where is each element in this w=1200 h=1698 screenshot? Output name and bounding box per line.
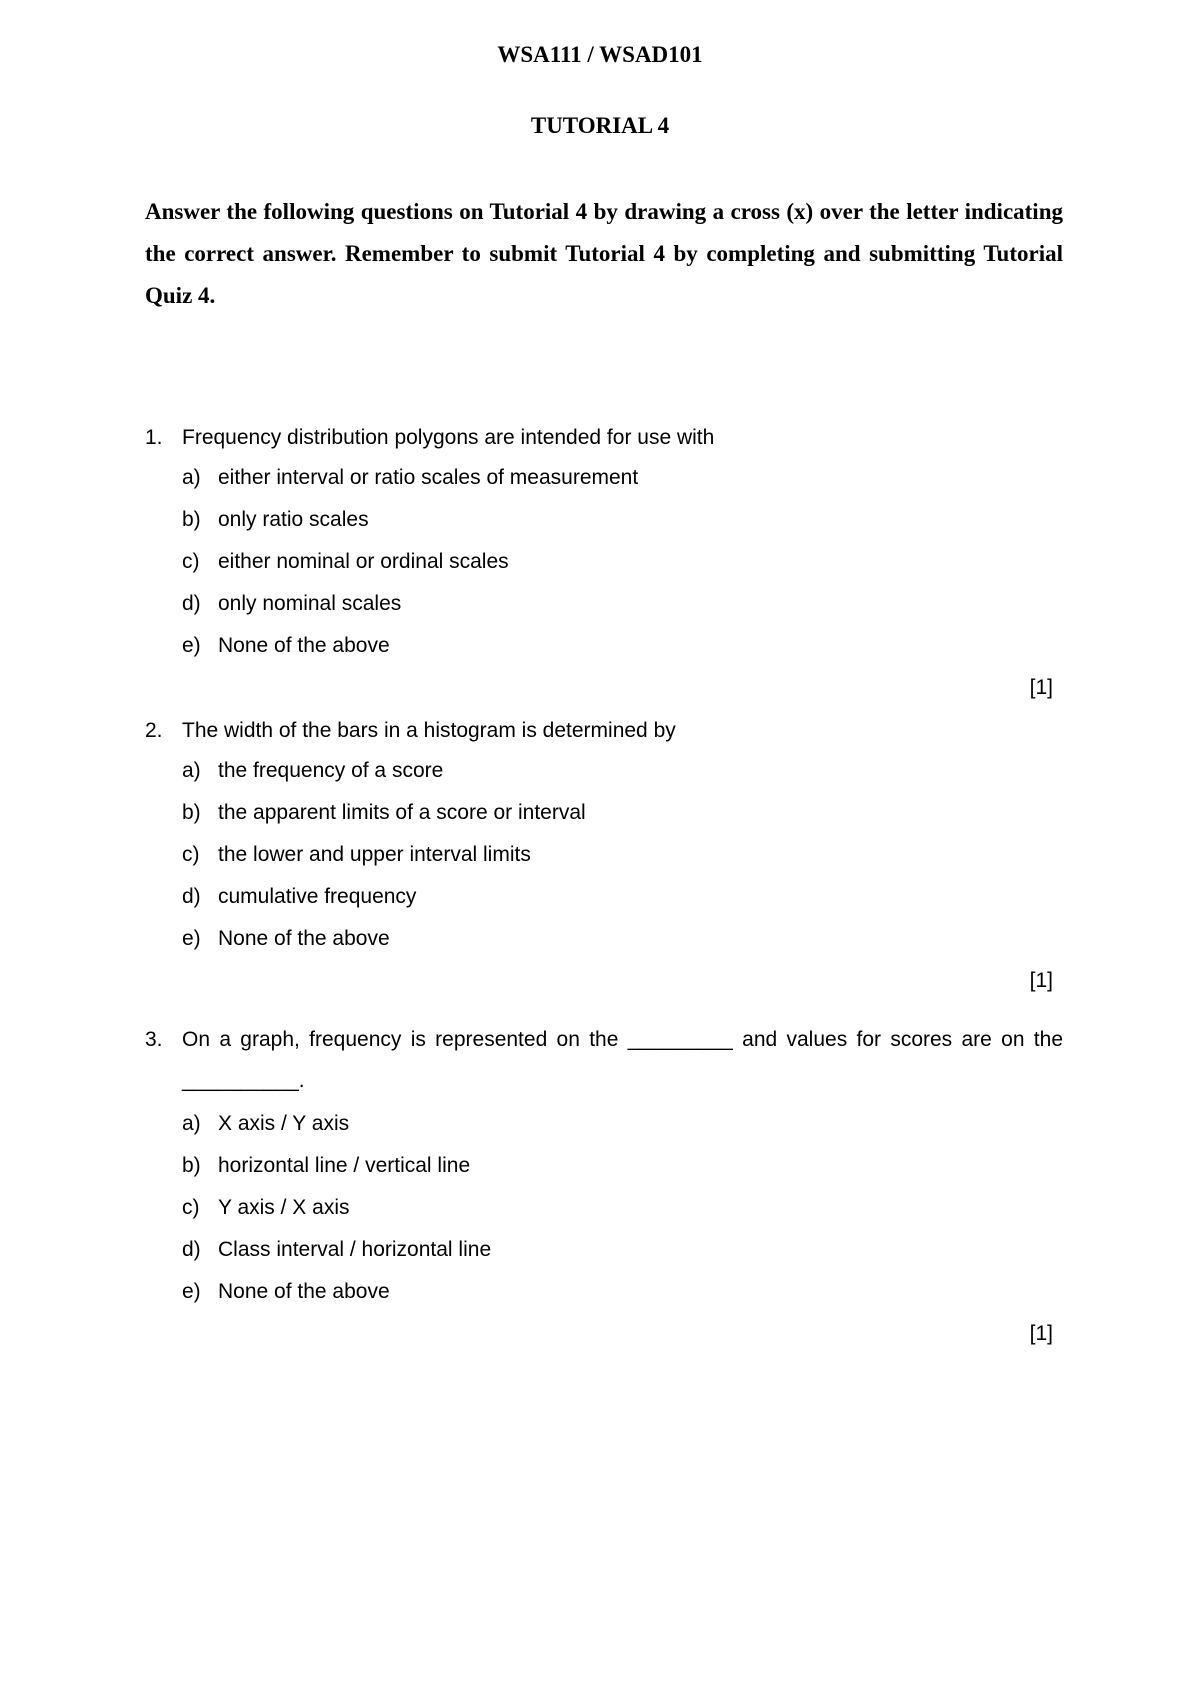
question-stem	[145, 1021, 1063, 1063]
option-letter: e)	[182, 1280, 201, 1303]
option-letter: c)	[182, 843, 200, 866]
option-text: the lower and upper interval limits	[218, 843, 531, 866]
option-d[interactable]	[145, 583, 1063, 625]
option-letter: b)	[182, 508, 201, 531]
question-number: 2.	[145, 719, 163, 742]
question-2	[145, 712, 1063, 1002]
option-a[interactable]	[145, 457, 1063, 499]
option-e[interactable]	[145, 918, 1063, 960]
option-letter: b)	[182, 801, 201, 824]
option-letter: d)	[182, 1238, 201, 1261]
question-text: The width of the bars in a histogram is determined by	[182, 719, 676, 742]
option-b[interactable]	[145, 1145, 1063, 1187]
question-text: Frequency distribution polygons are intended for use with	[182, 426, 715, 449]
marks-label: [1]	[1029, 676, 1053, 699]
question-1	[145, 419, 1063, 709]
question-number: 1.	[145, 426, 163, 449]
option-text: None of the above	[218, 1280, 390, 1303]
option-e[interactable]	[145, 625, 1063, 667]
option-list	[145, 457, 1063, 667]
option-b[interactable]	[145, 792, 1063, 834]
question-stem	[145, 419, 1063, 457]
option-letter: a)	[182, 466, 201, 489]
option-d[interactable]	[145, 876, 1063, 918]
option-c[interactable]	[145, 834, 1063, 876]
option-text: Class interval / horizontal line	[218, 1238, 492, 1261]
option-letter: e)	[182, 927, 201, 950]
option-letter: b)	[182, 1154, 201, 1177]
option-letter: a)	[182, 759, 201, 782]
question-stem	[145, 712, 1063, 750]
question-number: 3.	[145, 1028, 163, 1051]
option-text: None of the above	[218, 927, 390, 950]
option-text: either interval or ratio scales of measurement	[218, 466, 639, 489]
option-letter: c)	[182, 1196, 200, 1219]
instructions-paragraph: Answer the following questions on Tutorial 4 by drawing a cross (x) over the letter indicating the correct answer. Remember to submit Tutorial 4 by completing and submitting Tutorial Quiz 4.	[145, 199, 1063, 308]
option-text: X axis / Y axis	[218, 1112, 350, 1135]
option-letter: d)	[182, 592, 201, 615]
option-list	[145, 750, 1063, 960]
question-text: On a graph, frequency is represented on the _________ and values for scores are on the	[182, 1028, 1063, 1051]
option-a[interactable]	[145, 750, 1063, 792]
option-c[interactable]	[145, 541, 1063, 583]
option-list	[145, 1103, 1063, 1313]
option-text: the apparent limits of a score or interval	[218, 801, 586, 824]
marks-label: [1]	[1029, 1322, 1053, 1345]
question-stem-continuation: __________.	[182, 1069, 305, 1092]
option-b[interactable]	[145, 499, 1063, 541]
marks-label: [1]	[1029, 969, 1053, 992]
option-text: cumulative frequency	[218, 885, 417, 908]
option-text: only nominal scales	[218, 592, 402, 615]
option-text: Y axis / X axis	[218, 1196, 350, 1219]
option-letter: a)	[182, 1112, 201, 1135]
option-text: only ratio scales	[218, 508, 369, 531]
option-c[interactable]	[145, 1187, 1063, 1229]
option-text: the frequency of a score	[218, 759, 444, 782]
option-text: horizontal line / vertical line	[218, 1154, 471, 1177]
option-letter: d)	[182, 885, 201, 908]
option-letter: e)	[182, 634, 201, 657]
tutorial-title: TUTORIAL 4	[530, 113, 670, 138]
option-text: None of the above	[218, 634, 390, 657]
option-text: either nominal or ordinal scales	[218, 550, 509, 573]
course-code: WSA111 / WSAD101	[497, 42, 703, 67]
option-e[interactable]	[145, 1271, 1063, 1313]
question-3	[145, 1021, 1063, 1355]
option-a[interactable]	[145, 1103, 1063, 1145]
option-d[interactable]	[145, 1229, 1063, 1271]
option-letter: c)	[182, 550, 200, 573]
